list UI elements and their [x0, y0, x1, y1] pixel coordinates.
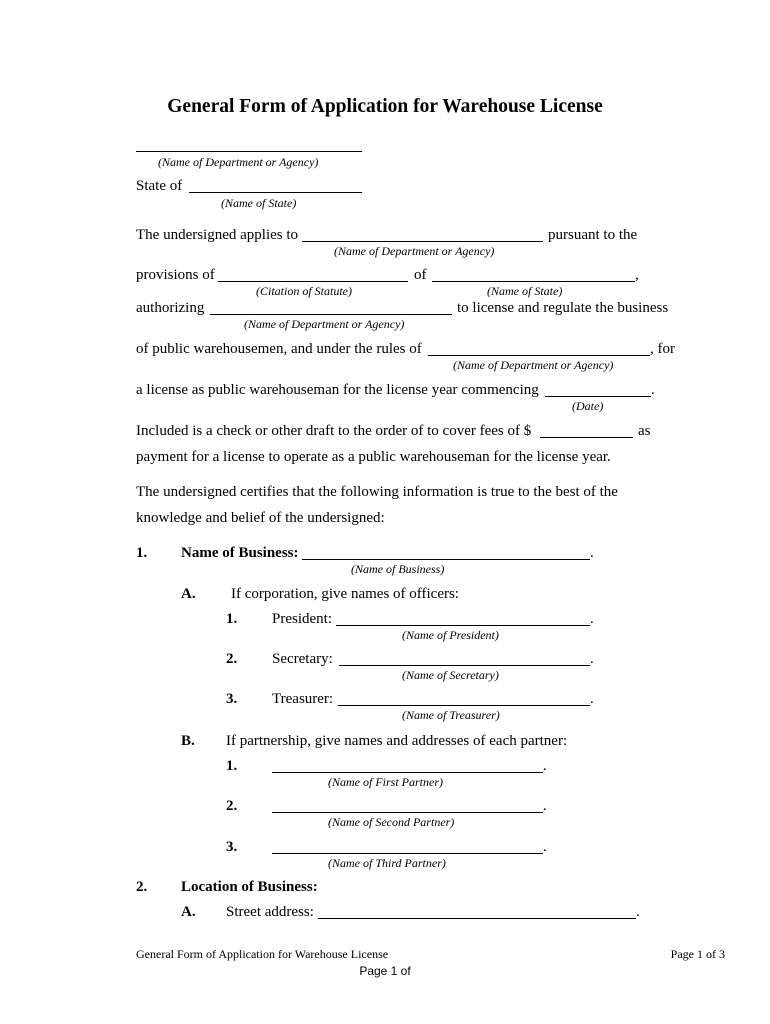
payment-text: payment for a license to operate as a public warehouseman for the license year.: [136, 449, 611, 465]
street-address-period: .: [636, 904, 640, 920]
state-caption: (Name of State): [221, 196, 297, 210]
applies-to-text: The undersigned applies to: [136, 227, 299, 243]
business-name-caption: (Name of Business): [351, 562, 445, 576]
treasurer-label: Treasurer:: [272, 691, 334, 707]
certifies-text: The undersigned certifies that the following information is true to the best of the: [136, 484, 618, 500]
street-address-field[interactable]: [318, 904, 636, 919]
rules-field[interactable]: [428, 341, 650, 356]
applies-to-field[interactable]: [302, 227, 543, 242]
provisions-state-caption: (Name of State): [487, 284, 563, 298]
partner-number: 3.: [226, 839, 238, 855]
secretary-caption: (Name of Secretary): [402, 668, 499, 682]
president-period: .: [590, 611, 594, 627]
president-caption: (Name of President): [402, 628, 499, 642]
rules-text: of public warehousemen, and under the rules of: [136, 341, 422, 357]
business-name-field[interactable]: [302, 545, 590, 560]
as-text: as: [638, 423, 651, 439]
document-title: General Form of Application for Warehouse License: [167, 96, 603, 117]
secretary-period: .: [590, 651, 594, 667]
state-label: State of: [136, 178, 183, 194]
of-text: of: [414, 267, 427, 283]
partner-number: 1.: [226, 758, 238, 774]
provisions-text: provisions of: [136, 267, 215, 283]
for-text: , for: [650, 341, 675, 357]
president-field[interactable]: [336, 611, 590, 626]
officer-number: 1.: [226, 611, 238, 627]
third-partner-caption: (Name of Third Partner): [328, 856, 446, 870]
authorizing-caption: (Name of Department or Agency): [244, 317, 405, 331]
second-partner-field[interactable]: [272, 798, 543, 813]
authorizing-field[interactable]: [210, 300, 452, 315]
treasurer-period: .: [590, 691, 594, 707]
treasurer-field[interactable]: [338, 691, 590, 706]
commencing-date-field[interactable]: [545, 382, 651, 397]
comma-text: ,: [635, 267, 639, 283]
knowledge-text: knowledge and belief of the undersigned:: [136, 510, 385, 526]
statute-field[interactable]: [218, 267, 408, 282]
officer-number: 3.: [226, 691, 238, 707]
business-name-label: Name of Business:: [181, 545, 299, 561]
president-label: President:: [272, 611, 332, 627]
subsection-a-letter: A.: [181, 586, 196, 602]
secretary-label: Secretary:: [272, 651, 333, 667]
applies-to-caption: (Name of Department or Agency): [334, 244, 495, 258]
corporation-text: If corporation, give names of officers:: [231, 586, 459, 602]
first-partner-period: .: [543, 758, 547, 774]
secretary-field[interactable]: [339, 651, 590, 666]
section-1-number: 1.: [136, 545, 148, 561]
provisions-state-field[interactable]: [432, 267, 635, 282]
rules-caption: (Name of Department or Agency): [453, 358, 614, 372]
second-partner-caption: (Name of Second Partner): [328, 815, 455, 829]
department-caption: (Name of Department or Agency): [158, 155, 319, 169]
partner-number: 2.: [226, 798, 238, 814]
date-caption: (Date): [572, 399, 604, 413]
officer-number: 2.: [226, 651, 238, 667]
department-field[interactable]: [136, 137, 362, 152]
statute-caption: (Citation of Statute): [256, 284, 352, 298]
third-partner-field[interactable]: [272, 839, 543, 854]
fee-amount-field[interactable]: [540, 423, 633, 438]
fees-text: Included is a check or other draft to the order of to cover fees of $: [136, 423, 532, 439]
street-address-label: Street address:: [226, 904, 314, 920]
pursuant-text: pursuant to the: [548, 227, 638, 243]
first-partner-field[interactable]: [272, 758, 543, 773]
footer-title: General Form of Application for Warehouse License: [136, 947, 389, 961]
viewer-page-indicator: Page 1 of: [359, 964, 411, 978]
location-label: Location of Business:: [181, 879, 318, 895]
section-2-number: 2.: [136, 879, 148, 895]
authorizing-text: authorizing: [136, 300, 205, 316]
location-a-letter: A.: [181, 904, 196, 920]
second-partner-period: .: [543, 798, 547, 814]
state-field[interactable]: [189, 178, 362, 193]
first-partner-caption: (Name of First Partner): [328, 775, 443, 789]
license-regulate-text: to license and regulate the business: [457, 300, 669, 316]
license-year-text: a license as public warehouseman for the license year commencing: [136, 382, 539, 398]
footer-page-number: Page 1 of 3: [670, 947, 725, 961]
third-partner-period: .: [543, 839, 547, 855]
partnership-text: If partnership, give names and addresses of each partner:: [226, 733, 568, 749]
business-name-period: .: [590, 545, 594, 561]
subsection-b-letter: B.: [181, 733, 195, 749]
period-text: .: [651, 382, 655, 398]
treasurer-caption: (Name of Treasurer): [402, 708, 500, 722]
